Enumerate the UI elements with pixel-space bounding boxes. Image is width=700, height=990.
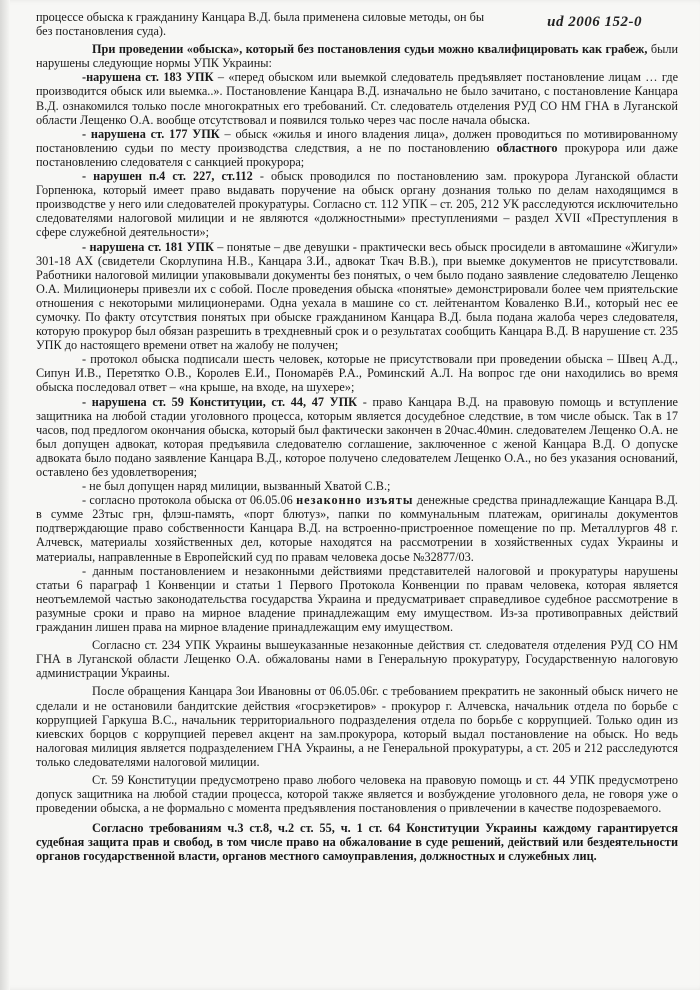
intro-line-1: процессе обыска к гражданину Канцара В.Д. была применена силовые методы, он бы xyxy=(36,10,485,24)
p8-text-1: - согласно протокола обыска от 06.05.06 xyxy=(82,493,297,508)
p4-text: – понятые – две девушки - практически весь обыск просидели в автомашине «Жигули» 301-18 АХ (свидетели Скорлупина Н.В., Канцара З.И., адвокат Ткач В.В.), при выемке документов не присутствовали. Работники налоговой милиции упаковывали документы без понятых, о чем было подано заявление следователю Лещенко О.А. Милиционеры привезли их с собой. После проведения обыска «понятые» демонстрировали более чем приятельские отношения с некоторыми милиционерами. Одна уехала в машине со ст. лейтенантом Коваленко В.И., который нес ее сумочку. По факту отсутствия понятых при обыске гражданином Канцара В.Д. была подана жалоба через следователя, которую прокурор был обязан разрешить в трехдневный срок и о результатах сообщить Канцара В.Д. В нарушение ст. 235 УПК до настоящего времени ответ на жалобу не получен; xyxy=(36,239,678,353)
p8-bold: незаконно изъяты xyxy=(296,493,414,508)
paragraph-constitution-59: Ст. 59 Конституции предусмотрено право любого человека на правовую помощь и ст. 44 УПК предусмотрено допуск защитника на любой стадии процесса, которой также является и возбуждение уголовного дела, не говоря уже о проведении обыска, а не формально с момента предъявления постановления о привлечении в качестве подозреваемого. xyxy=(36,772,678,816)
paragraph-appeal: После обращения Канцара Зои Ивановны от 06.05.06г. с требованием прекратить не законный обыск ничего не сделали и не остановили бандитские действия «госрэкетиров» - прокурор г. Алчевска, начальник отдела по борьбе с коррупцией Гаркуша В.С., начальник территориального подразделения отдела по борьбе с коррупцией. Только один из киевских борцов с коррупцией перевел акцент на зам.прокурора, который выдал постановление на обыск. Но ведь налоговая милиция является подразделением ГНА Украины, а не Генеральной прокуратуры, а ст. 205 и 212 расследуются только следователями налоговой милиции. xyxy=(36,684,678,769)
p8-text-2: денежные средства принадлежащие Канцара В.Д. в сумме 23тыс грн, флэш-память, «порт блютуз», папки по коммунальным платежам, оригиналы документов подтверждающие право собственности Канцара В.Д. на встроенно-пристроенное помещение по пр. Металлургов 48 г. Алчевск, материалы хозяйственных дел, которые находятся на рассмотрении в хозяйственных судах Украины и материалы, направленные в Европейский суд по правам человека досье №32877/03. xyxy=(36,493,678,564)
p4-bold: - нарушена ст. 181 УПК xyxy=(82,239,214,254)
paragraph-177 xyxy=(36,127,678,169)
p1-bold: -нарушена ст. 183 УПК xyxy=(82,70,214,85)
heading-bold: При проведении «обыска», который без постановления судьи можно квалифицировать как грабеж, xyxy=(92,42,648,57)
paragraph-181 xyxy=(36,240,678,353)
paragraph-police: - не был допущен наряд милиции, вызванный Хватой С.В.; xyxy=(82,479,391,494)
paragraph-seized xyxy=(36,493,678,563)
scan-edge xyxy=(0,0,10,990)
p6-bold: - нарушена ст. 59 Конституции, ст. 44, 47 УПК xyxy=(82,394,358,409)
document-body xyxy=(36,10,678,864)
p3-text: - обыск проводился по постановлению зам. прокурора Луганской области Горпенюка, который имеет право выдавать поручение на обыск органу дознания только по делам находящимся в производстве у него или следователей прокуратуры. Согласно ст. 112 УПК – ст. 205, 212 УК расследуются исключительно следователями налоговой милиции и не являются «должностными» преступлениями – раздел XVII «Преступления в сфере служебной деятельности»; xyxy=(36,169,678,240)
paragraph-protocol: - протокол обыска подписали шесть человек, которые не присутствовали при проведении обыска – Швец А.Д., Сипун И.В., Перетятко О.В., Королев Е.И., Пономарёв Р.А., Роминский А.Л. На вопрос где они находились во время обыска последовал ответ – «на крыше, на входе, на шухере»; xyxy=(36,352,678,395)
paragraph-227 xyxy=(36,169,678,239)
p2-text-1: – обыск «жилья и иного владения лица», должен проводиться по мотивированному постановлению судьи по месту производства следствия, а не по постановлению xyxy=(36,126,679,155)
intro-line-2: без постановления суда). xyxy=(36,24,167,39)
p1-text: – «перед обыском или выемкой следователь предъявляет постановление лицам … где производится обыск или выемка..». Постановление Канцара В.Д. изначально не было зачитано, с постановление Канцара В.Д. ознакомился только после многократных его требований. Ст. следователь отделения РУД СО НМ ГНА в Луганской области Лещенко О.А. вообще отсутствовал и появился только через час после начала обыска. xyxy=(36,70,679,127)
handwritten-stamp: ud 2006 152-0 xyxy=(547,14,642,30)
paragraph-convention: - данным постановлением и незаконными действиями представителей налоговой и прокуратуры нарушены статьи 6 параграф 1 Конвенции и статьи 1 Первого Протокола Конвенции по правам человека, которая является неотъемлемой частью законодательства государства Украина и предусматривает справедливое судебное рассмотрение в разумные сроки и право на мирное владение принадлежащим ему имуществом. Из-за противоправных действий гражданин лишен права на мирное владение принадлежащим ему имуществом. xyxy=(36,563,678,635)
p3-bold: - нарушен п.4 ст. 227, ст.112 xyxy=(82,169,253,184)
paragraph-59 xyxy=(36,395,678,480)
paragraph-conclusion: Согласно требованиям ч.3 ст.8, ч.2 ст. 55, ч. 1 ст. 64 Конституции Украины каждому гарантируется судебная защита прав и свобод, в том числе право на обжалование в суде решений, действий или бездеятельности органов государственной власти, органов местного самоуправления, должностных и служебных лиц. xyxy=(36,821,678,864)
paragraph-183 xyxy=(36,70,678,126)
heading-rest: были нарушены следующие нормы УПК Украины: xyxy=(36,42,678,71)
paragraph-heading xyxy=(36,42,678,70)
p6-text: - право Канцара В.Д. на правовую помощь и вступление защитника на любой стадии уголовного процесса, которым является досудебное следствие, в том числе обыск. Так в 17 часов, под предлогом окончания обыска, который был фактически закончен в 20час.40мин. следователем Лещенко О.А. не был допущен адвокат, которая предъявила следователю соглашение, заключенное с женой Канцара В.Д. О допуске адвоката было подано заявление Канцара В.Д., которое получено следователем Лещенко О.А., но без указания оснований, оставлено без удовлетворения; xyxy=(36,394,678,479)
p2-bold-2: областного xyxy=(496,140,558,155)
p2-bold: - нарушена ст. 177 УПК xyxy=(82,126,220,141)
p2-text-2: прокурора или даже постановлению следователя с санкцией прокурора; xyxy=(36,140,678,169)
paragraph-234: Согласно ст. 234 УПК Украины вышеуказанные незаконные действия ст. следователя отделения РУД СО НМ ГНА в Луганской области Лещенко О.А. обжалованы нами в Генеральную прокуратуру, Государственную налоговую администрации Украины. xyxy=(36,638,678,681)
